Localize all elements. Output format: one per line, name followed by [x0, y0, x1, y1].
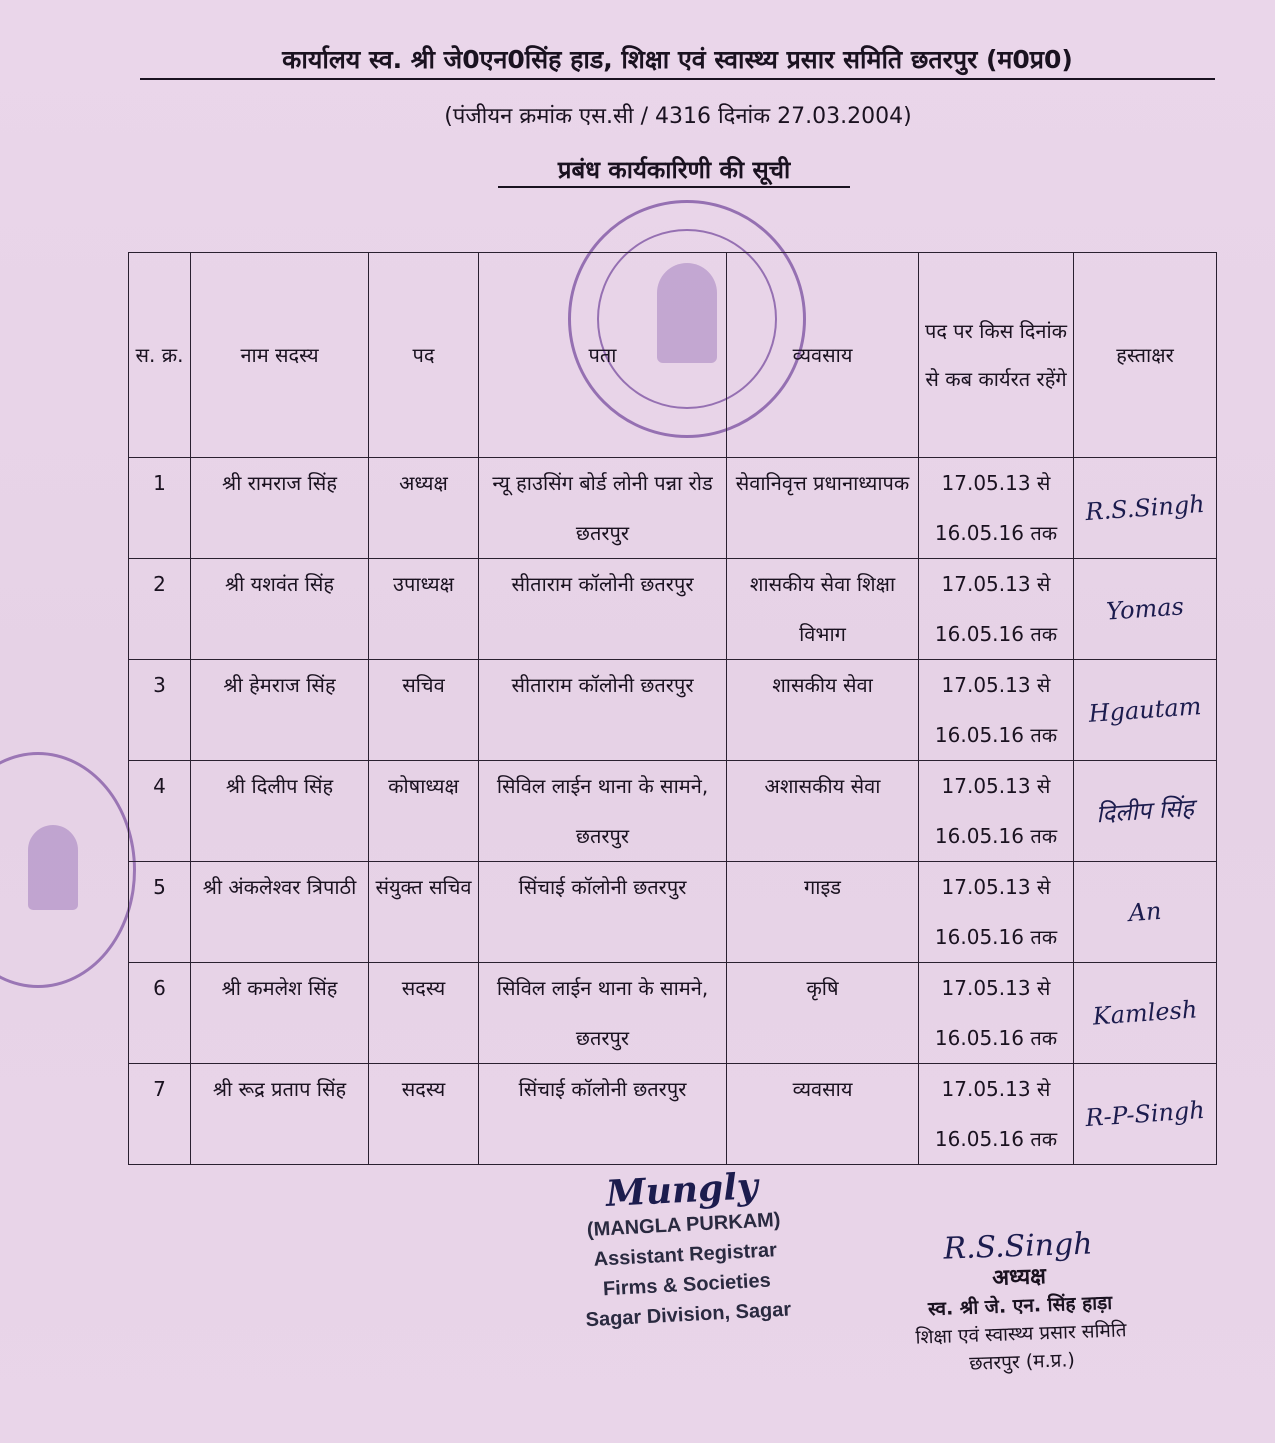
- cell-tenure: [919, 862, 1074, 963]
- cell-occupation: अशासकीय सेवा: [727, 761, 919, 862]
- president-title: अध्यक्ष: [991, 1264, 1047, 1291]
- cell-address: न्यू हाउसिंग बोर्ड लोनी पन्ना रोड छतरपुर: [479, 458, 727, 559]
- header-name: नाम सदस्य: [191, 253, 369, 458]
- tenure-to: 16.05.16 तक: [934, 723, 1058, 747]
- table-row: [129, 1064, 1217, 1165]
- cell-serial: 6: [129, 963, 191, 1064]
- cell-signature: [1074, 1064, 1217, 1165]
- cell-serial: 7: [129, 1064, 191, 1165]
- cell-address: सीताराम कॉलोनी छतरपुर: [479, 660, 727, 761]
- cell-name: श्री रूद्र प्रताप सिंह: [191, 1064, 369, 1165]
- cell-tenure: [919, 458, 1074, 559]
- header-address: पता: [479, 253, 727, 458]
- registrar-division: Sagar Division, Sagar: [585, 1298, 792, 1332]
- tenure-from: 17.05.13 से: [941, 976, 1051, 1000]
- registrar-name: (MANGLA PURKAM): [586, 1208, 781, 1242]
- cell-serial: 1: [129, 458, 191, 559]
- cell-signature: [1074, 862, 1217, 963]
- cell-name: श्री यशवंत सिंह: [191, 559, 369, 660]
- member-signature: Hgautam: [1087, 692, 1203, 728]
- registration-number: (पंजीयन क्रमांक एस.सी / 4316 दिनांक 27.03.2004): [444, 104, 912, 129]
- member-signature: R.S.Singh: [1084, 489, 1206, 527]
- cell-serial: 4: [129, 761, 191, 862]
- registrar-signature: Mungly: [604, 1165, 759, 1216]
- table-header-row: [129, 253, 1217, 458]
- side-emblem-icon: [28, 825, 78, 910]
- cell-name: श्री कमलेश सिंह: [191, 963, 369, 1064]
- cell-address: सिविल लाईन थाना के सामने, छतरपुर: [479, 963, 727, 1064]
- member-signature: दिलीप सिंह: [1095, 793, 1195, 829]
- cell-name: श्री हेमराज सिंह: [191, 660, 369, 761]
- cell-occupation: सेवानिवृत्त प्रधानाध्यापक: [727, 458, 919, 559]
- cell-address: सीताराम कॉलोनी छतरपुर: [479, 559, 727, 660]
- tenure-to: 16.05.16 तक: [934, 925, 1058, 949]
- table-row: [129, 761, 1217, 862]
- cell-serial: 2: [129, 559, 191, 660]
- cell-serial: 5: [129, 862, 191, 963]
- member-signature: An: [1127, 896, 1163, 928]
- header-occupation: व्यवसाय: [727, 253, 919, 458]
- cell-address: सिंचाई कॉलोनी छतरपुर: [479, 1064, 727, 1165]
- cell-occupation: गाइड: [727, 862, 919, 963]
- header-post: पद: [369, 253, 479, 458]
- tenure-from: 17.05.13 से: [941, 471, 1051, 495]
- cell-signature: [1074, 559, 1217, 660]
- cell-post: अध्यक्ष: [369, 458, 479, 559]
- cell-post: सदस्य: [369, 963, 479, 1064]
- tenure-from: 17.05.13 से: [941, 1077, 1051, 1101]
- cell-signature: [1074, 761, 1217, 862]
- president-line-1: स्व. श्री जे. एन. सिंह हाड़ा: [927, 1291, 1113, 1321]
- executive-committee-table: [128, 252, 1217, 1165]
- cell-post: सदस्य: [369, 1064, 479, 1165]
- table-row: [129, 660, 1217, 761]
- cell-address: सिविल लाईन थाना के सामने, छतरपुर: [479, 761, 727, 862]
- cell-post: सचिव: [369, 660, 479, 761]
- registrar-block: [556, 1164, 814, 1337]
- office-title: कार्यालय स्व. श्री जे0एन0सिंह हाड, शिक्षा एवं स्वास्थ्य प्रसार समिति छतरपुर (म0प्र0): [140, 42, 1215, 80]
- cell-occupation: व्यवसाय: [727, 1064, 919, 1165]
- side-seal-stamp: [0, 752, 136, 988]
- tenure-from: 17.05.13 से: [941, 774, 1051, 798]
- cell-tenure: [919, 559, 1074, 660]
- president-line-2: शिक्षा एवं स्वास्थ्य प्रसार समिति: [915, 1319, 1127, 1349]
- table-row: [129, 559, 1217, 660]
- tenure-to: 16.05.16 तक: [934, 1127, 1058, 1151]
- member-signature: Kamlesh: [1091, 995, 1199, 1031]
- table-row: [129, 458, 1217, 559]
- registrar-designation: Assistant Registrar: [593, 1239, 778, 1271]
- cell-post: कोषाध्यक्ष: [369, 761, 479, 862]
- tenure-from: 17.05.13 से: [941, 875, 1051, 899]
- cell-name: श्री अंकलेश्वर त्रिपाठी: [191, 862, 369, 963]
- tenure-to: 16.05.16 तक: [934, 521, 1058, 545]
- president-block: [868, 1225, 1173, 1381]
- cell-tenure: [919, 963, 1074, 1064]
- header-serial: स. क्र.: [129, 253, 191, 458]
- cell-signature: [1074, 660, 1217, 761]
- cell-signature: [1074, 458, 1217, 559]
- cell-occupation: कृषि: [727, 963, 919, 1064]
- president-line-3: छतरपुर (म.प्र.): [968, 1349, 1076, 1375]
- member-signature: R-P-Singh: [1084, 1095, 1206, 1133]
- list-title: प्रबंध कार्यकारिणी की सूची: [498, 153, 850, 188]
- tenure-to: 16.05.16 तक: [934, 622, 1058, 646]
- table-row: [129, 862, 1217, 963]
- cell-post: उपाध्यक्ष: [369, 559, 479, 660]
- tenure-to: 16.05.16 तक: [934, 824, 1058, 848]
- table-row: [129, 963, 1217, 1064]
- cell-tenure: [919, 660, 1074, 761]
- tenure-from: 17.05.13 से: [941, 673, 1051, 697]
- president-signature: R.S.Singh: [942, 1226, 1094, 1267]
- cell-occupation: शासकीय सेवा शिक्षा विभाग: [727, 559, 919, 660]
- cell-name: श्री दिलीप सिंह: [191, 761, 369, 862]
- member-signature: Yomas: [1105, 592, 1185, 626]
- cell-post: संयुक्त सचिव: [369, 862, 479, 963]
- header-tenure: पद पर किस दिनांक से कब कार्यरत रहेंगे: [919, 253, 1074, 458]
- cell-signature: [1074, 963, 1217, 1064]
- cell-tenure: [919, 761, 1074, 862]
- header-signature: हस्ताक्षर: [1074, 253, 1217, 458]
- cell-tenure: [919, 1064, 1074, 1165]
- tenure-from: 17.05.13 से: [941, 572, 1051, 596]
- cell-occupation: शासकीय सेवा: [727, 660, 919, 761]
- cell-address: सिंचाई कॉलोनी छतरपुर: [479, 862, 727, 963]
- cell-serial: 3: [129, 660, 191, 761]
- cell-name: श्री रामराज सिंह: [191, 458, 369, 559]
- tenure-to: 16.05.16 तक: [934, 1026, 1058, 1050]
- registrar-office: Firms & Societies: [602, 1269, 772, 1301]
